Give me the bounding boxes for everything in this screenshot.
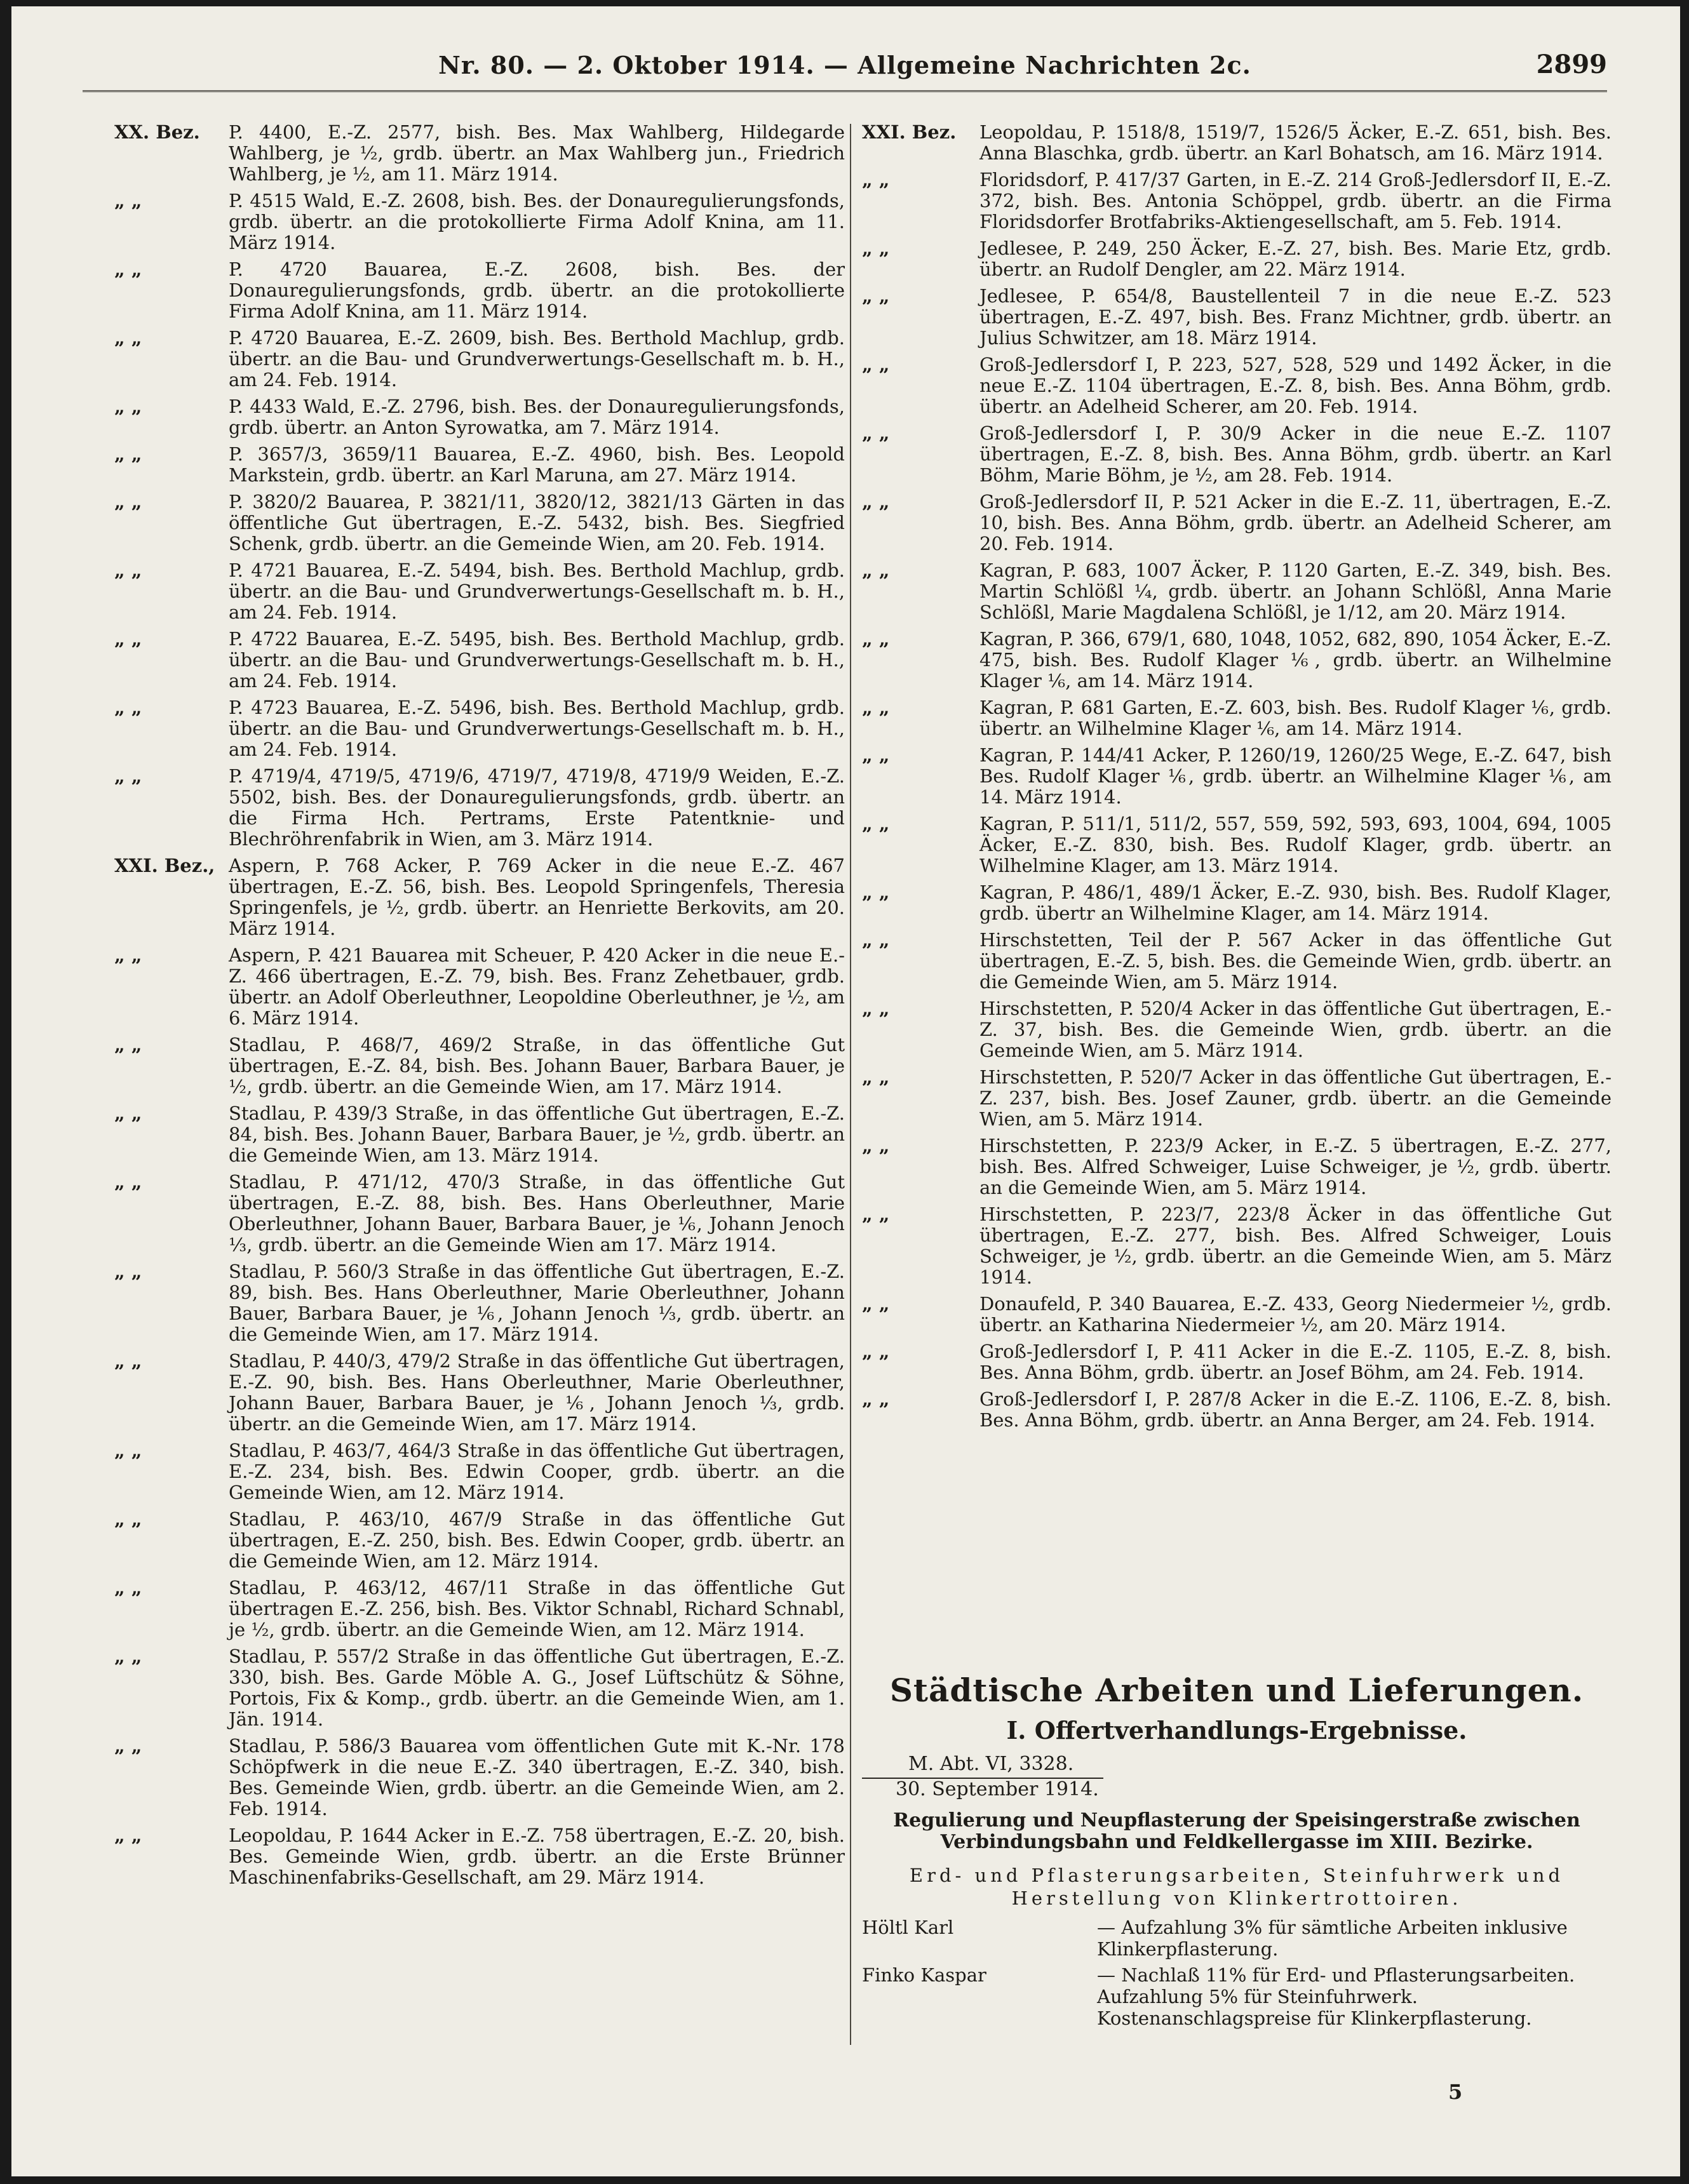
entry-district: „ „: [114, 443, 142, 465]
entry-district: „ „: [862, 1203, 890, 1225]
entry-text: Hirschstetten, P. 223/7, 223/8 Äcker in das öffentliche Gut übertragen, E.-Z. 277, bish. Bes. Alfred Schweiger, Louis Schweiger, je ½, grdb. übertr. an die Gemeinde Wien, am 5. März 1914.: [979, 1203, 1612, 1288]
entry-district: „ „: [862, 559, 890, 581]
register-entry: [862, 1294, 1612, 1336]
entry-district: „ „: [862, 422, 890, 444]
register-entry: [114, 1736, 845, 1819]
entry-district: XXI. Bez.,: [114, 855, 215, 876]
entry-district: „ „: [862, 1293, 890, 1315]
register-entry: [862, 629, 1612, 692]
register-entry: [862, 745, 1612, 808]
entry-text: Groß-Jedlersdorf II, P. 521 Acker in die E.-Z. 11, übertragen, E.-Z. 10, bish. Bes. Anna Böhm, grdb. übertr. an Adelheid Scherer, am 20. Feb. 1914.: [979, 491, 1612, 554]
entry-district: „ „: [114, 1102, 142, 1124]
entry-district: „ „: [862, 354, 890, 375]
entry-text: P. 4400, E.-Z. 2577, bish. Bes. Max Wahlberg, Hildegarde Wahlberg, je ½, grdb. übertr. an Max Wahlberg jun., Friedrich Wahlberg, je ½, am 11. März 1914.: [229, 121, 845, 185]
entry-text: Kagran, P. 511/1, 511/2, 557, 559, 592, 593, 693, 1004, 694, 1005 Äcker, E.-Z. 830, bish. Bes. Rudolf Klager, grdb. übertr. an Wilhelmine Klager, am 13. März 1914.: [979, 813, 1612, 876]
entry-district: „ „: [114, 765, 142, 787]
entry-district: „ „: [862, 238, 890, 259]
entry-text: Jedlesee, P. 249, 250 Äcker, E.-Z. 27, bish. Bes. Marie Etz, grdb. übertr. an Rudolf Dengler, am 22. März 1914.: [979, 238, 1612, 280]
register-entry: [862, 998, 1612, 1061]
register-entry: [114, 259, 845, 322]
scan-border-bottom: [0, 2176, 1689, 2184]
entry-text: Kagran, P. 144/41 Acker, P. 1260/19, 1260/25 Wege, E.-Z. 647, bish Bes. Rudolf Klager ⅙, grdb. übertr. an Wilhelmine Klager ⅙, am 14. März 1914.: [979, 744, 1612, 808]
entry-text: P. 4720 Bauarea, E.-Z. 2608, bish. Bes. der Donauregulierungsfonds, grdb. übertr. an die protokollierte Firma Adolf Knina, am 11. März 1914.: [229, 258, 845, 322]
entry-text: Kagran, P. 681 Garten, E.-Z. 603, bish. Bes. Rudolf Klager ⅙, grdb. übertr. an Wilhelmine Klager ⅙, am 14. März 1914.: [979, 697, 1612, 739]
register-entry: [114, 945, 845, 1029]
register-entry: [114, 1351, 845, 1435]
entry-district: XXI. Bez.: [862, 121, 957, 143]
entry-text: Stadlau, P. 471/12, 470/3 Straße, in das öffentliche Gut übertragen, E.-Z. 88, bish. Bes. Hans Oberleuthner, Marie Oberleuthner, Johann Bauer, Barbara Bauer, je ⅙, Johann Jenoch ⅓, grdb. übertr. an die Gemeinde Wien am 17. März 1914.: [229, 1171, 845, 1256]
entry-text: P. 4515 Wald, E.-Z. 2608, bish. Bes. der Donauregulierungsfonds, grdb. übertr. an die protokollierte Firma Adolf Knina, am 11. März 1914.: [229, 190, 845, 253]
entry-text: Donaufeld, P. 340 Bauarea, E.-Z. 433, Georg Niedermeier ½, grdb. übertr. an Katharina Niedermeier ½, am 20. März 1914.: [979, 1293, 1612, 1336]
entry-district: „ „: [114, 1440, 142, 1461]
entry-district: „ „: [862, 998, 890, 1019]
left-column: [114, 122, 845, 1894]
page-header: [83, 44, 1607, 89]
right-column: [862, 122, 1612, 1437]
bid-result: — Nachlaß 11% für Erd- und Pflasterungsarbeiten. Aufzahlung 5% für Steinfuhrwerk. Kostenanschlagspreise für Klinkerpflasterung.: [1097, 1964, 1575, 2029]
register-entry: [862, 814, 1612, 876]
entry-district: „ „: [862, 1341, 890, 1362]
entry-text: Stadlau, P. 463/12, 467/11 Straße in das öffentliche Gut übertragen E.-Z. 256, bish. Bes. Viktor Schnabl, Richard Schnabl, je ½, grdb. übertr. an die Gemeinde Wien, am 12. März 1914.: [229, 1577, 845, 1640]
entry-text: Groß-Jedlersdorf I, P. 223, 527, 528, 529 und 1492 Äcker, in die neue E.-Z. 1104 übertragen, E.-Z. 8, bish. Bes. Anna Böhm, grdb. übertr. an Adelheid Scherer, am 20. Feb. 1914.: [979, 354, 1612, 417]
register-entry: [862, 1136, 1612, 1198]
entry-text: Leopoldau, P. 1644 Acker in E.-Z. 758 übertragen, E.-Z. 20, bish. Bes. Gemeinde Wien, grdb. übertr. an die Erste Brünner Maschinenfabriks-Gesellschaft, am 29. März 1914.: [229, 1825, 845, 1888]
entry-district: „ „: [862, 169, 890, 191]
bidder-name: Höltl Karl: [862, 1917, 954, 1938]
register-entry: [862, 1067, 1612, 1130]
entry-district: „ „: [862, 491, 890, 513]
entry-text: Floridsdorf, P. 417/37 Garten, in E.-Z. 214 Groß-Jedlersdorf II, E.-Z. 372, bish. Bes. Antonia Schöppel, grdb. übertr. an die Firma Floridsdorfer Brotfabriks-Aktiengesellschaft, am 5. Feb. 1914.: [979, 169, 1612, 232]
register-entry: [862, 1204, 1612, 1288]
register-entry: [862, 286, 1612, 349]
entry-text: P. 4723 Bauarea, E.-Z. 5496, bish. Bes. Berthold Machlup, grdb. übertr. an die Bau- und Grundverwertungs-Gesellschaft m. b. H., am 24. Feb. 1914.: [229, 697, 845, 760]
register-entry: [862, 882, 1612, 924]
register-entry: [114, 328, 845, 391]
entry-district: „ „: [862, 1135, 890, 1156]
entry-text: Stadlau, P. 439/3 Straße, in das öffentliche Gut übertragen, E.-Z. 84, bish. Bes. Johann Bauer, Barbara Bauer, je ½, grdb. übertr. an die Gemeinde Wien, am 13. März 1914.: [229, 1102, 845, 1166]
entry-text: Groß-Jedlersdorf I, P. 287/8 Acker in die E.-Z. 1106, E.-Z. 8, bish. Bes. Anna Böhm, grdb. übertr. an Anna Berger, am 24. Feb. 1914.: [979, 1388, 1612, 1431]
page-number: 2899: [1536, 50, 1607, 79]
entry-text: P. 4722 Bauarea, E.-Z. 5495, bish. Bes. Berthold Machlup, grdb. übertr. an die Bau- und Grundverwertungs-Gesellschaft m. b. H., am 24. Feb. 1914.: [229, 628, 845, 692]
register-entry: [114, 122, 845, 185]
department-reference: M. Abt. VI, 3328.: [908, 1753, 1074, 1775]
entry-district: „ „: [862, 697, 890, 718]
register-entry: [862, 354, 1612, 417]
entry-district: „ „: [114, 1171, 142, 1193]
register-entry: [114, 396, 845, 438]
register-entry: [862, 560, 1612, 623]
register-entry: [114, 1509, 845, 1572]
entry-text: P. 4719/4, 4719/5, 4719/6, 4719/7, 4719/8, 4719/9 Weiden, E.-Z. 5502, bish. Bes. der Donauregulierungsfonds, grdb. übertr. an die Firma Hch. Pertrams, Erste Patentknie- und Blechröhrenfabrik in Wien, am 3. März 1914.: [229, 765, 845, 850]
entry-text: Hirschstetten, P. 520/4 Acker in das öffentliche Gut übertragen, E.-Z. 37, bish. Bes. die Gemeinde Wien, grdb. übertr. an die Gemeinde Wien, am 5. März 1914.: [979, 998, 1612, 1061]
header-title: Nr. 80. — 2. Oktober 1914. — Allgemeine Nachrichten 2c.: [438, 51, 1251, 79]
entry-district: XX. Bez.: [114, 121, 200, 143]
scan-border-right: [1680, 0, 1689, 2184]
register-entry: [114, 560, 845, 623]
entry-district: „ „: [114, 1034, 142, 1055]
entry-district: „ „: [862, 628, 890, 650]
register-entry: [114, 1261, 845, 1345]
entry-district: „ „: [114, 491, 142, 513]
register-entry: [862, 930, 1612, 993]
entry-district: „ „: [114, 1261, 142, 1282]
register-entry: [862, 423, 1612, 486]
entry-text: Jedlesee, P. 654/8, Baustellenteil 7 in die neue E.-Z. 523 übertragen, E.-Z. 497, bish. Bes. Franz Michtner, grdb. übertr. an Julius Schwitzer, am 18. März 1914.: [979, 285, 1612, 349]
bid-result: — Aufzahlung 3% für sämtliche Arbeiten inklusive Klinkerpflasterung.: [1097, 1917, 1568, 1960]
register-entry: [114, 1578, 845, 1640]
register-entry: [114, 444, 845, 486]
entry-district: „ „: [862, 813, 890, 834]
register-entry: [114, 766, 845, 850]
section-subtitle: I. Offertverhandlungs-Ergebnisse.: [1006, 1716, 1467, 1745]
register-entry: [862, 122, 1612, 164]
entry-district: „ „: [862, 929, 890, 951]
register-entry: [114, 1825, 845, 1888]
works-description: Erd- und Pflasterungsarbeiten, Steinfuhrwerk und Herstellung von Klinkertrottoiren.: [909, 1865, 1565, 1909]
entry-district: „ „: [862, 285, 890, 307]
register-entry: [862, 697, 1612, 739]
scan-border-left: [0, 0, 11, 2184]
register-entry: [862, 1341, 1612, 1383]
entry-text: P. 4720 Bauarea, E.-Z. 2609, bish. Bes. Berthold Machlup, grdb. übertr. an die Bau- und Grundverwertungs-Gesellschaft m. b. H., am 24. Feb. 1914.: [229, 327, 845, 391]
entry-district: „ „: [114, 1508, 142, 1530]
entry-text: Stadlau, P. 468/7, 469/2 Straße, in das öffentliche Gut übertragen, E.-Z. 84, bish. Bes. Johann Bauer, Barbara Bauer, je ½, grdb. übertr. an die Gemeinde Wien, am 17. März 1914.: [229, 1034, 845, 1097]
entry-text: Groß-Jedlersdorf I, P. 411 Acker in die E.-Z. 1105, E.-Z. 8, bish. Bes. Anna Böhm, grdb. übertr. an Josef Böhm, am 24. Feb. 1914.: [979, 1341, 1612, 1383]
bidder-name: Finko Kaspar: [862, 1964, 986, 1986]
entry-district: „ „: [114, 628, 142, 650]
entry-district: „ „: [862, 881, 890, 903]
entry-text: Leopoldau, P. 1518/8, 1519/7, 1526/5 Äcker, E.-Z. 651, bish. Bes. Anna Blaschka, grdb. übertr. an Karl Bohatsch, am 16. März 1914.: [979, 121, 1612, 164]
entry-text: Kagran, P. 366, 679/1, 680, 1048, 1052, 682, 890, 1054 Äcker, E.-Z. 475, bish. Bes. Rudolf Klager ⅙, grdb. übertr. an Wilhelmine Klager ⅙, am 14. März 1914.: [979, 628, 1612, 692]
entry-text: Kagran, P. 683, 1007 Äcker, P. 1120 Garten, E.-Z. 349, bish. Bes. Martin Schlößl ¼, grdb. übertr. an Johann Schlößl, Anna Marie Schlößl, Marie Magdalena Schlößl, je 1/12, am 20. März 1914.: [979, 559, 1612, 623]
entry-text: P. 3820/2 Bauarea, P. 3821/11, 3820/12, 3821/13 Gärten in das öffentliche Gut übertragen, E.-Z. 5432, bish. Bes. Siegfried Schenk, grdb. übertr. an die Gemeinde Wien, am 20. Feb. 1914.: [229, 491, 845, 554]
column-divider: [850, 124, 851, 2045]
project-description: Regulierung und Neupflasterung der Speisingerstraße zwischen Verbindungsbahn und Feldkellergasse im XIII. Bezirke.: [893, 1809, 1580, 1853]
register-entry: [114, 492, 845, 554]
section-date: 30. September 1914.: [896, 1778, 1099, 1800]
header-rule: [83, 90, 1607, 92]
entry-district: „ „: [862, 1388, 890, 1410]
entry-text: Stadlau, P. 440/3, 479/2 Straße in das öffentliche Gut übertragen, E.-Z. 90, bish. Bes. Hans Oberleuthner, Marie Oberleuthner, Johann Bauer, Barbara Bauer, je ⅙, Johann Jenoch ⅓, grdb. übertr. an die Gemeinde Wien, am 17. März 1914.: [229, 1350, 845, 1435]
register-entry: [114, 1646, 845, 1730]
entry-text: Kagran, P. 486/1, 489/1 Äcker, E.-Z. 930, bish. Bes. Rudolf Klager, grdb. übertr an Wilhelmine Klager, am 14. März 1914.: [979, 881, 1612, 924]
register-entry: [862, 170, 1612, 232]
entry-text: Hirschstetten, P. 223/9 Acker, in E.-Z. 5 übertragen, E.-Z. 277, bish. Bes. Alfred Schweiger, Luise Schweiger, je ½, grdb. übertr. an die Gemeinde Wien, am 5. März 1914.: [979, 1135, 1612, 1198]
scan-border-top: [0, 0, 1689, 6]
entry-district: „ „: [862, 1066, 890, 1088]
entry-text: Stadlau, P. 586/3 Bauarea vom öffentlichen Gute mit K.-Nr. 178 Schöpfwerk in die neue E.-Z. 340 übertragen, E.-Z. 340, bish. Bes. Gemeinde Wien, grdb. übertr. an die Gemeinde Wien, am 2. Feb. 1914.: [229, 1735, 845, 1819]
entry-district: „ „: [114, 1577, 142, 1598]
entry-district: „ „: [114, 1735, 142, 1757]
register-entry: [114, 1103, 845, 1166]
entry-district: „ „: [114, 697, 142, 718]
entry-text: P. 3657/3, 3659/11 Bauarea, E.-Z. 4960, bish. Bes. Leopold Markstein, grdb. übertr. an Karl Maruna, am 27. März 1914.: [229, 443, 845, 486]
register-entry: [862, 492, 1612, 554]
register-entry: [114, 697, 845, 760]
register-entry: [114, 855, 845, 939]
entry-text: Aspern, P. 421 Bauarea mit Scheuer, P. 420 Acker in die neue E.-Z. 466 übertragen, E.-Z. 79, bish. Bes. Franz Zehetbauer, grdb. übertr. an Adolf Oberleuthner, Leopoldine Oberleuthner, je ½, am 6. März 1914.: [229, 944, 845, 1029]
entry-text: Groß-Jedlersdorf I, P. 30/9 Acker in die neue E.-Z. 1107 übertragen, E.-Z. 8, bish. Bes. Anna Böhm, grdb. übertr. an Karl Böhm, Marie Böhm, je ½, am 28. Feb. 1914.: [979, 422, 1612, 486]
register-entry: [114, 1440, 845, 1503]
section-title: Städtische Arbeiten und Lieferungen.: [889, 1671, 1584, 1709]
entry-district: „ „: [114, 1350, 142, 1372]
signature-number: 5: [1448, 2080, 1463, 2104]
entry-district: „ „: [862, 744, 890, 766]
register-entry: [114, 629, 845, 692]
entry-district: „ „: [114, 1825, 142, 1846]
entry-district: „ „: [114, 559, 142, 581]
register-entry: [114, 191, 845, 253]
entry-text: Aspern, P. 768 Acker, P. 769 Acker in die neue E.-Z. 467 übertragen, E.-Z. 56, bish. Bes. Leopold Springenfels, Theresia Springenfels, je ½, grdb. übertr. an Henriette Berkovits, am 20. März 1914.: [229, 855, 845, 939]
entry-district: „ „: [114, 944, 142, 966]
entry-text: Stadlau, P. 463/10, 467/9 Straße in das öffentliche Gut übertragen, E.-Z. 250, bish. Bes. Edwin Cooper, grdb. übertr. an die Gemeinde Wien, am 12. März 1914.: [229, 1508, 845, 1572]
entry-text: Stadlau, P. 557/2 Straße in das öffentliche Gut übertragen, E.-Z. 330, bish. Bes. Garde Möble A. G., Josef Lüftschütz & Söhne, Portois, Fix & Komp., grdb. übertr. an die Gemeinde Wien, am 1. Jän. 1914.: [229, 1645, 845, 1730]
register-entry: [114, 1035, 845, 1097]
entry-district: „ „: [114, 327, 142, 349]
entry-district: „ „: [114, 1645, 142, 1667]
register-entry: [862, 1389, 1612, 1431]
entry-text: Stadlau, P. 560/3 Straße in das öffentliche Gut übertragen, E.-Z. 89, bish. Bes. Hans Oberleuthner, Marie Oberleuthner, Johann Bauer, Barbara Bauer, je ⅙, Johann Jenoch ⅓, grdb. übertr. an die Gemeinde Wien, am 17. März 1914.: [229, 1261, 845, 1345]
entry-text: P. 4433 Wald, E.-Z. 2796, bish. Bes. der Donauregulierungsfonds, grdb. übertr. an Anton Syrowatka, am 7. März 1914.: [229, 396, 845, 438]
register-entry: [862, 238, 1612, 280]
entry-district: „ „: [114, 190, 142, 211]
entry-text: Hirschstetten, P. 520/7 Acker in das öffentliche Gut übertragen, E.-Z. 237, bish. Bes. Josef Zauner, grdb. übertr. an die Gemeinde Wien, am 5. März 1914.: [979, 1066, 1612, 1130]
register-entry: [114, 1172, 845, 1256]
entry-text: Hirschstetten, Teil der P. 567 Acker in das öffentliche Gut übertragen, E.-Z. 5, bish. Bes. die Gemeinde Wien, grdb. übertr. an die Gemeinde Wien, am 5. März 1914.: [979, 929, 1612, 993]
entry-text: P. 4721 Bauarea, E.-Z. 5494, bish. Bes. Berthold Machlup, grdb. übertr. an die Bau- und Grundverwertungs-Gesellschaft m. b. H., am 24. Feb. 1914.: [229, 559, 845, 623]
entry-text: Stadlau, P. 463/7, 464/3 Straße in das öffentliche Gut übertragen, E.-Z. 234, bish. Bes. Edwin Cooper, grdb. übertr. an die Gemeinde Wien, am 12. März 1914.: [229, 1440, 845, 1503]
entry-district: „ „: [114, 396, 142, 417]
entry-district: „ „: [114, 258, 142, 280]
